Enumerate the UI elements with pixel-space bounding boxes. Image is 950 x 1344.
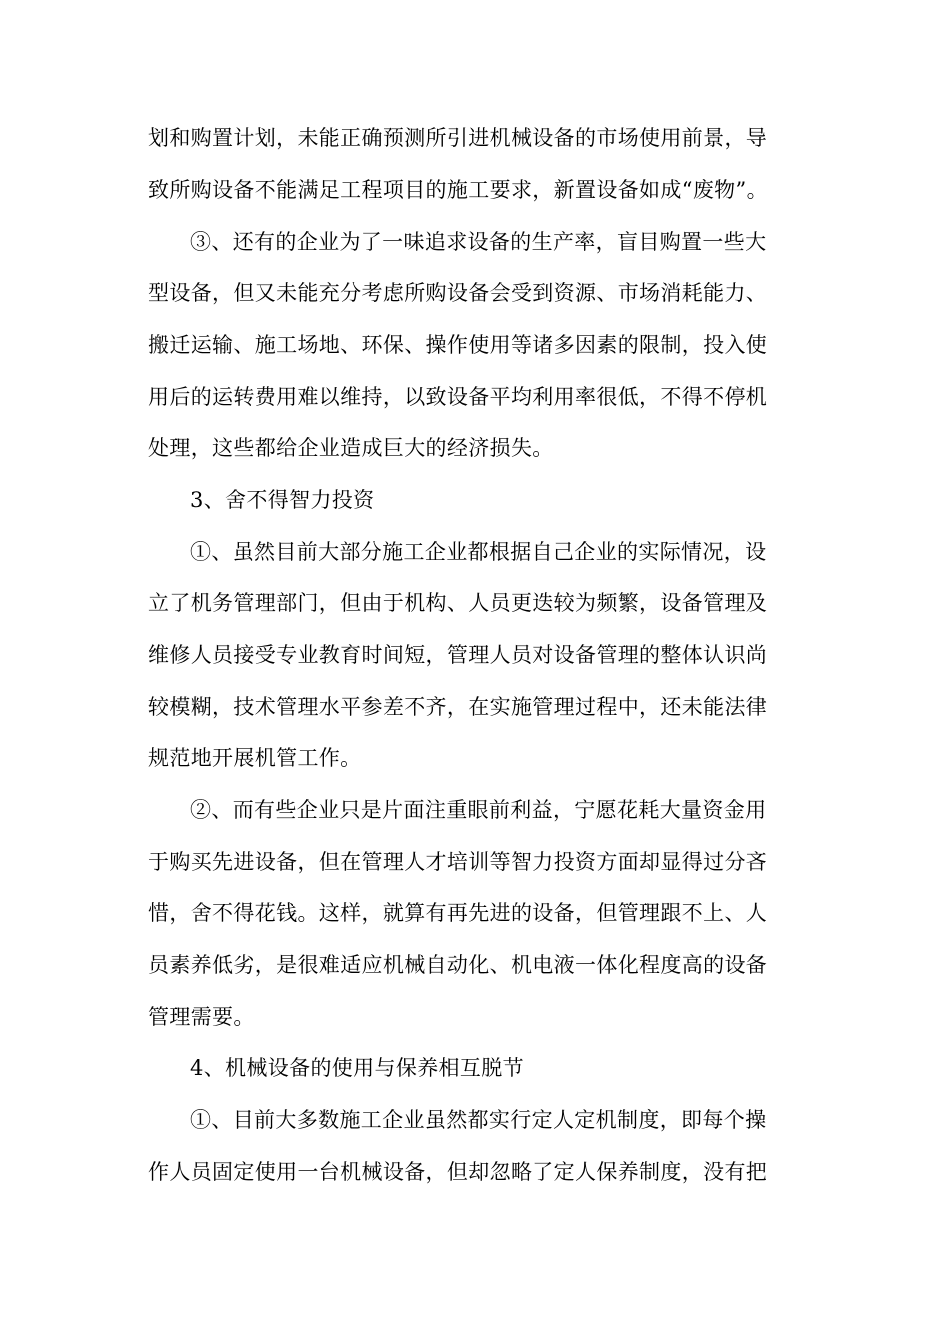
text-line: 划和购置计划，未能正确预测所引进机械设备的市场使用前景，导 — [148, 126, 768, 150]
text-line: 维修人员接受专业教育时间短，管理人员对设备管理的整体认识尚 — [148, 643, 768, 667]
text-line: 员素养低劣，是很难适应机械自动化、机电液一体化程度高的设备 — [148, 953, 768, 977]
text-line: 处理，这些都给企业造成巨大的经济损失。 — [148, 436, 554, 460]
text-line: 较模糊，技术管理水平参差不齐，在实施管理过程中，还未能法律 — [148, 695, 768, 719]
paragraph-start: ①、目前大多数施工企业虽然都实行定人定机制度，即每个操 — [190, 1108, 767, 1132]
text-line: 立了机务管理部门，但由于机构、人员更迭较为频繁，设备管理及 — [148, 591, 768, 615]
section-heading: 4、机械设备的使用与保养相互脱节 — [190, 1056, 524, 1080]
paragraph-start: ③、还有的企业为了一味追求设备的生产率，盲目购置一些大 — [190, 230, 767, 254]
text-line: 惜，舍不得花钱。这样，就算有再先进的设备，但管理跟不上、人 — [148, 901, 768, 925]
text-line: 于购买先进设备，但在管理人才培训等智力投资方面却显得过分吝 — [148, 850, 768, 874]
text-line: 致所购设备不能满足工程项目的施工要求，新置设备如成“废物”。 — [148, 178, 768, 202]
paragraph-start: ②、而有些企业只是片面注重眼前利益，宁愿花耗大量资金用 — [190, 798, 767, 822]
text-line: 搬迁运输、施工场地、环保、操作使用等诸多因素的限制，投入使 — [148, 333, 768, 357]
text-line: 规范地开展机管工作。 — [148, 746, 362, 770]
section-heading: 3、舍不得智力投资 — [190, 488, 375, 512]
paragraph-start: ①、虽然目前大部分施工企业都根据自己企业的实际情况，设 — [190, 540, 767, 564]
text-line: 型设备，但又未能充分考虑所购设备会受到资源、市场消耗能力、 — [148, 281, 768, 305]
text-line: 管理需要。 — [148, 1005, 255, 1029]
text-line: 用后的运转费用难以维持，以致设备平均利用率很低，不得不停机 — [148, 385, 768, 409]
text-line: 作人员固定使用一台机械设备，但却忽略了定人保养制度，没有把 — [148, 1160, 768, 1184]
